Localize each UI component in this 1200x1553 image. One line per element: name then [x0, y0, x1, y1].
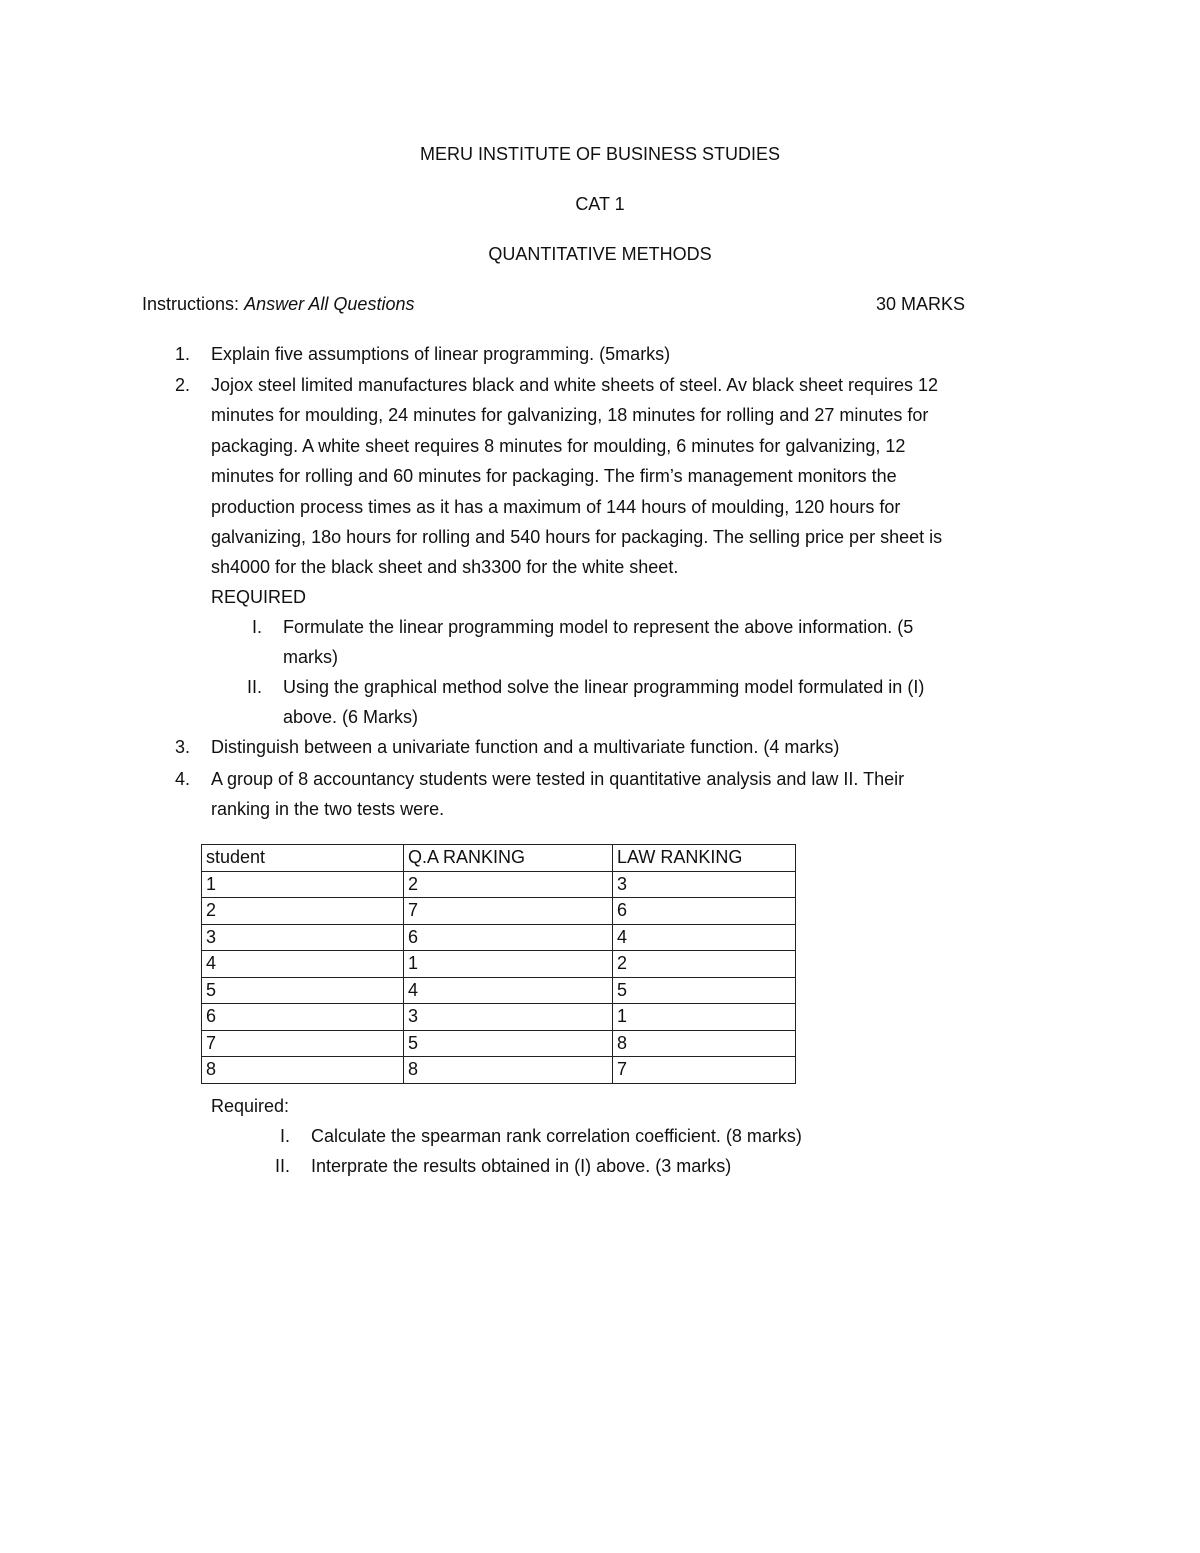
question-4-part-2-numeral: II.	[274, 1156, 290, 1176]
subject-title: QUANTITATIVE METHODS	[488, 244, 712, 264]
table-cell: 4	[202, 951, 404, 978]
question-1-number: 1.	[174, 344, 190, 364]
table-cell: 5	[613, 977, 796, 1004]
question-4-number: 4.	[174, 769, 190, 789]
question-4-line: A group of 8 accountancy students were tested in quantitative analysis and law II. Their	[211, 769, 905, 789]
question-2-part-1-numeral: I.	[251, 617, 262, 637]
table-cell: 2	[613, 951, 796, 978]
table-header-cell: Q.A RANKING	[404, 845, 613, 872]
table-cell: 3	[404, 1004, 613, 1031]
table-row	[202, 924, 796, 951]
table-row	[202, 871, 796, 898]
question-2-line: sh4000 for the black sheet and sh3300 for the white sheet.	[211, 557, 679, 577]
table-cell: 7	[404, 898, 613, 925]
question-3-number: 3.	[174, 737, 190, 757]
table-header-row	[202, 845, 796, 872]
question-4-required-label: Required:	[211, 1096, 290, 1116]
instructions-line	[142, 294, 414, 315]
question-4-line: ranking in the two tests were.	[211, 799, 445, 819]
question-2-line: production process times as it has a maximum of 144 hours of moulding, 120 hours for	[211, 497, 901, 517]
question-4-part-2-text: Interprate the results obtained in (I) above. (3 marks)	[311, 1156, 732, 1176]
table-row	[202, 1004, 796, 1031]
table-cell: 2	[202, 898, 404, 925]
table-row	[202, 898, 796, 925]
table-row	[202, 977, 796, 1004]
question-4-part-1-numeral: I.	[279, 1126, 290, 1146]
table-cell: 1	[404, 951, 613, 978]
table-cell: 1	[613, 1004, 796, 1031]
question-2-line: packaging. A white sheet requires 8 minutes for moulding, 6 minutes for galvanizing, 12	[211, 436, 906, 456]
table-cell: 8	[613, 1030, 796, 1057]
table-cell: 1	[202, 871, 404, 898]
question-2-part-2-line: Using the graphical method solve the linear programming model formulated in (I)	[283, 677, 925, 697]
question-2-line: minutes for moulding, 24 minutes for galvanizing, 18 minutes for rolling and 27 minutes for	[211, 405, 929, 425]
institution-title: MERU INSTITUTE OF BUSINESS STUDIES	[419, 144, 781, 164]
question-2-number: 2.	[174, 375, 190, 395]
table-cell: 5	[404, 1030, 613, 1057]
table-cell: 3	[202, 924, 404, 951]
question-2-part-2-numeral: II.	[246, 677, 262, 697]
table-cell: 5	[202, 977, 404, 1004]
question-3-text: Distinguish between a univariate function and a multivariate function. (4 marks)	[211, 737, 840, 757]
table-cell: 4	[613, 924, 796, 951]
table-cell: 6	[202, 1004, 404, 1031]
total-marks: 30 MARKS	[876, 294, 966, 314]
table-row	[202, 951, 796, 978]
table-cell: 3	[613, 871, 796, 898]
question-2-line: galvanizing, 18o hours for rolling and 540 hours for packaging. The selling price per sheet is	[211, 527, 943, 547]
table-cell: 4	[404, 977, 613, 1004]
table-row	[202, 1057, 796, 1084]
table-cell: 8	[404, 1057, 613, 1084]
table-header-cell: student	[202, 845, 404, 872]
question-2-line: minutes for rolling and 60 minutes for packaging. The firm’s management monitors the	[211, 466, 897, 486]
question-2-part-2-line: above. (6 Marks)	[283, 707, 419, 727]
instructions-text: Answer All Questions	[244, 294, 415, 314]
question-2-required-label: REQUIRED	[211, 587, 307, 607]
table-header-cell: LAW RANKING	[613, 845, 796, 872]
ranking-table	[201, 844, 796, 1084]
instructions-label: Instructions:	[142, 294, 240, 314]
table-row	[202, 1030, 796, 1057]
table-cell: 2	[404, 871, 613, 898]
table-cell: 6	[613, 898, 796, 925]
question-2-line: Jojox steel limited manufactures black and white sheets of steel. Av black sheet requires 12	[211, 375, 939, 395]
table-cell: 7	[202, 1030, 404, 1057]
exam-title: CAT 1	[575, 194, 625, 214]
table-cell: 7	[613, 1057, 796, 1084]
table-cell: 6	[404, 924, 613, 951]
table-cell: 8	[202, 1057, 404, 1084]
question-4-part-1-text: Calculate the spearman rank correlation coefficient. (8 marks)	[311, 1126, 802, 1146]
question-2-part-1-line: Formulate the linear programming model to represent the above information. (5	[283, 617, 914, 637]
question-2-part-1-line: marks)	[283, 647, 338, 667]
question-1-text: Explain five assumptions of linear programming. (5marks)	[211, 344, 671, 364]
